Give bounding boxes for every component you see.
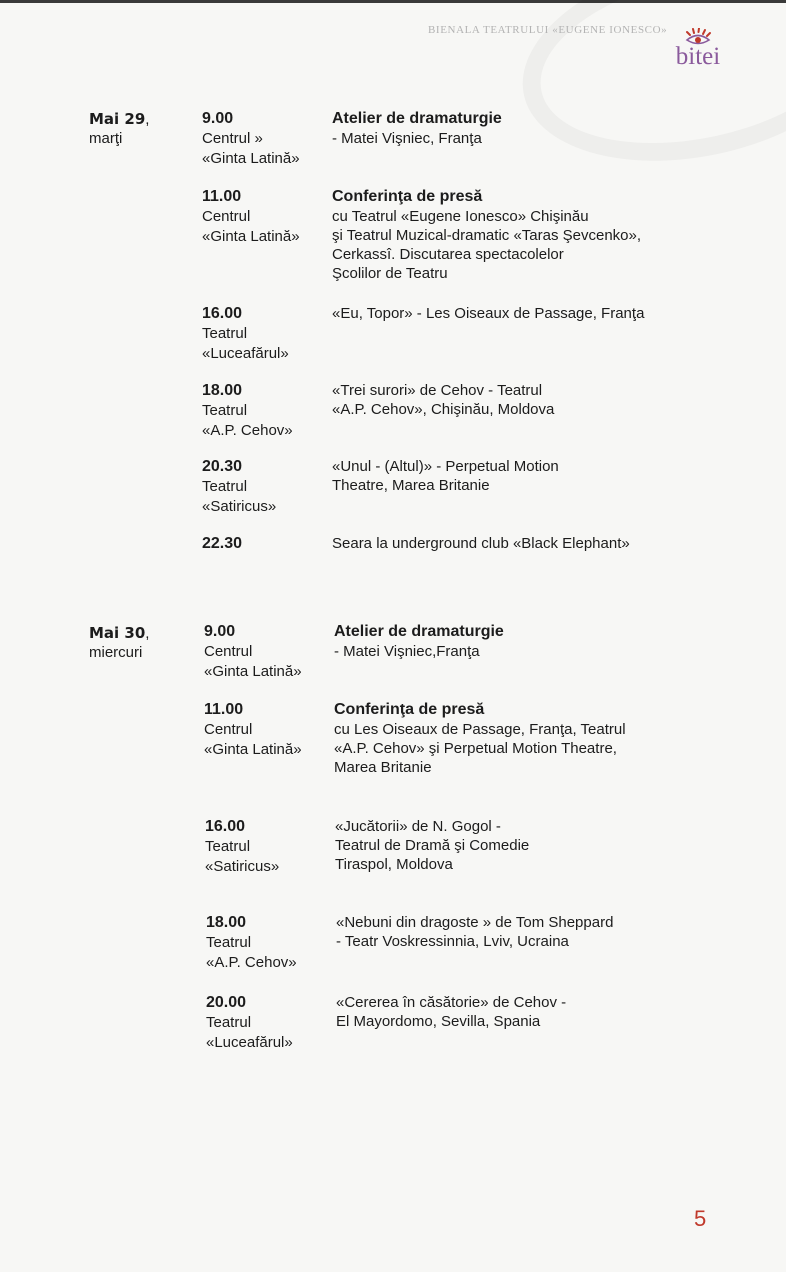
day-label: Mai 30, miercuri xyxy=(89,624,150,661)
event-line: «A.P. Cehov», Chişinău, Moldova xyxy=(332,401,555,418)
event-line: «A.P. Cehov» şi Perpetual Motion Theatre, xyxy=(334,740,617,757)
venue-line: Centrul » xyxy=(202,130,263,147)
event-line: «Eu, Topor» - Les Oiseaux de Passage, Franţa xyxy=(332,305,645,322)
day-weekday: miercuri xyxy=(89,644,143,661)
bitei-logo xyxy=(668,28,728,72)
event-description xyxy=(334,700,694,777)
day-weekday: marţi xyxy=(89,130,123,147)
venue-line: «Satiricus» xyxy=(205,858,280,875)
event-line: cu Teatrul «Eugene Ionesco» Chişinău xyxy=(332,208,589,225)
venue-line: «Ginta Latină» xyxy=(204,663,302,680)
event-venue xyxy=(202,477,327,517)
event-line: Cerkassî. Discutarea spectacolelor xyxy=(332,246,564,263)
venue-line: «Satiricus» xyxy=(202,498,277,515)
venue-line: «Luceafărul» xyxy=(202,345,289,362)
venue-line: Centrul xyxy=(204,721,253,738)
event-title: Atelier de dramaturgie xyxy=(334,623,504,640)
day-date: Mai 29 xyxy=(89,110,146,128)
venue-line: «A.P. Cehov» xyxy=(206,954,297,971)
venue-line: Centrul xyxy=(204,643,253,660)
venue-line: «Ginta Latină» xyxy=(202,150,300,167)
event-description xyxy=(336,913,696,951)
event-time: 9.00 xyxy=(204,623,236,640)
event-time: 18.00 xyxy=(202,382,243,399)
event-time: 16.00 xyxy=(202,305,243,322)
event-description xyxy=(335,817,695,874)
event-line: «Unul - (Altul)» - Perpetual Motion xyxy=(332,458,559,475)
event-venue xyxy=(202,324,327,364)
event-description xyxy=(332,381,692,419)
event-description xyxy=(334,622,694,661)
event-venue xyxy=(202,207,327,247)
event-venue xyxy=(202,401,327,441)
event-line: Marea Britanie xyxy=(334,759,432,776)
logo-text: bitei xyxy=(675,43,721,70)
event-line: «Jucătorii» de N. Gogol - xyxy=(335,818,501,835)
venue-line: «A.P. Cehov» xyxy=(202,422,293,439)
header-title: BIENALA TEATRULUI «EUGENE IONESCO» xyxy=(428,24,668,36)
venue-line: Teatrul xyxy=(202,325,248,342)
event-title: Conferinţa de presă xyxy=(332,188,483,205)
venue-line: Teatrul xyxy=(205,838,251,855)
event-line: «Nebuni din dragoste » de Tom Sheppard xyxy=(336,914,614,931)
event-time: 20.30 xyxy=(202,458,243,475)
event-line: Şcolilor de Teatru xyxy=(332,265,448,282)
event-description xyxy=(332,534,692,553)
event-line: şi Teatrul Muzical-dramatic «Taras Şevcenko», xyxy=(332,227,642,244)
event-line: cu Les Oiseaux de Passage, Franţa, Teatrul xyxy=(334,721,626,738)
day-date: Mai 30 xyxy=(89,624,146,642)
venue-line: Teatrul xyxy=(206,1014,252,1031)
event-line: Tiraspol, Moldova xyxy=(335,856,453,873)
venue-line: «Luceafărul» xyxy=(206,1034,293,1051)
event-title: Conferinţa de presă xyxy=(334,701,485,718)
event-venue xyxy=(204,642,329,682)
venue-line: Teatrul xyxy=(202,478,248,495)
event-line: Teatrul de Dramă şi Comedie xyxy=(335,837,530,854)
event-line: El Mayordomo, Sevilla, Spania xyxy=(336,1013,541,1030)
event-line: Seara la underground club «Black Elephant» xyxy=(332,535,630,552)
venue-line: Teatrul xyxy=(206,934,252,951)
event-line: Theatre, Marea Britanie xyxy=(332,477,490,494)
event-description xyxy=(332,187,692,283)
event-time: 18.00 xyxy=(206,914,247,931)
event-time: 16.00 xyxy=(205,818,246,835)
event-venue xyxy=(202,129,327,169)
day-label: Mai 29, marţi xyxy=(89,110,150,147)
event-description xyxy=(332,109,692,148)
event-time: 22.30 xyxy=(202,535,243,552)
event-time: 9.00 xyxy=(202,110,234,127)
event-time: 11.00 xyxy=(202,188,242,205)
event-venue xyxy=(206,1013,331,1053)
event-time: 20.00 xyxy=(206,994,247,1011)
page-number: 5 xyxy=(694,1206,707,1231)
event-line: «Trei surori» de Cehov - Teatrul xyxy=(332,382,543,399)
event-time: 11.00 xyxy=(204,701,244,718)
event-description xyxy=(332,457,692,495)
event-line: «Cererea în căsătorie» de Cehov - xyxy=(336,994,567,1011)
event-description xyxy=(332,304,692,323)
event-line: - Matei Vişniec,Franţa xyxy=(334,643,480,660)
venue-line: Teatrul xyxy=(202,402,248,419)
venue-line: «Ginta Latină» xyxy=(204,741,302,758)
event-title: Atelier de dramaturgie xyxy=(332,110,502,127)
event-venue xyxy=(206,933,331,973)
event-line: - Teatr Voskressinnia, Lviv, Ucraina xyxy=(336,933,569,950)
event-venue xyxy=(204,720,329,760)
event-description xyxy=(336,993,696,1031)
event-line: - Matei Vişniec, Franţa xyxy=(332,130,482,147)
venue-line: Centrul xyxy=(202,208,251,225)
event-venue xyxy=(205,837,330,877)
venue-line: «Ginta Latină» xyxy=(202,228,300,245)
